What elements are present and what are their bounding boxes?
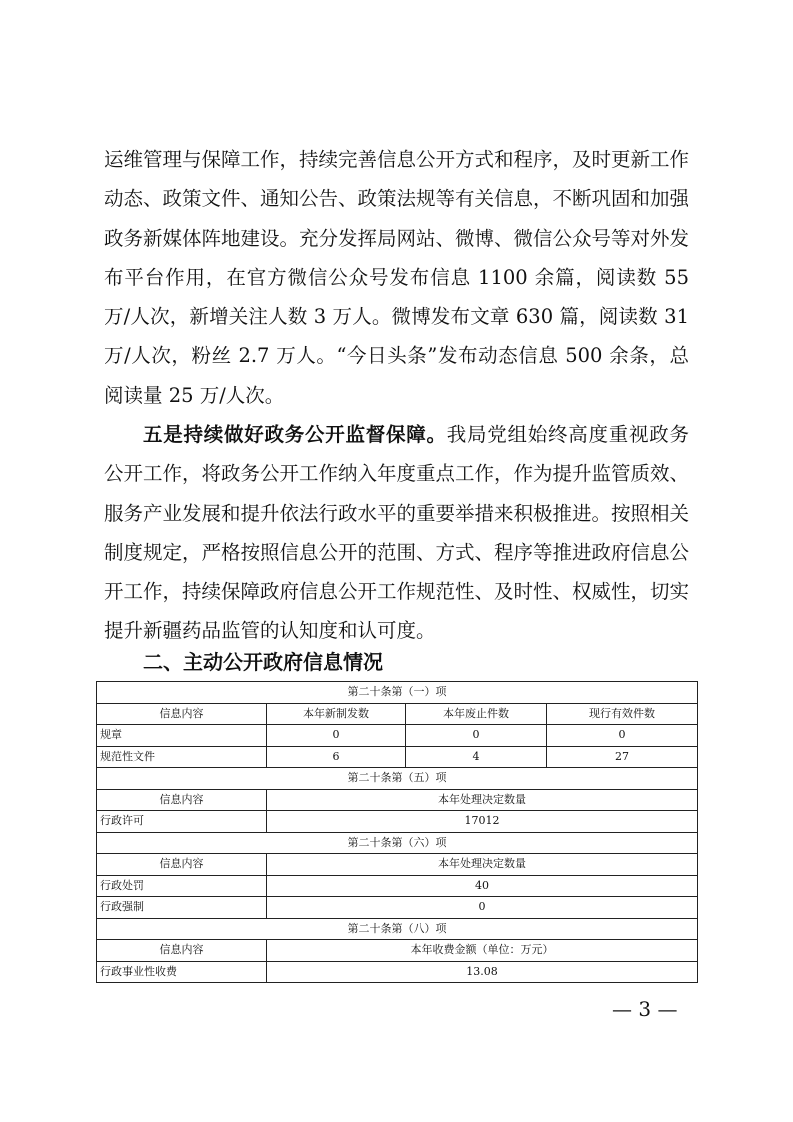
value-cell: 40 [267,875,698,897]
body-paragraph-1: 运维管理与保障工作，持续完善信息公开方式和程序，及时更新工作动态、政策文件、通知公告、政策法规等有关信息，不断巩固和加强政务新媒体阵地建设。充分发挥局网站、微博、微信公众号等对外发布平台作用，在官方微信公众号发布信息 1100 余篇，阅读数 55 万/人次，新增关注人数 3 万人。微博发布文章 630 篇，阅读数 31 万/人次，粉丝 2.7 万人。“今日头条”发布动态信息 500 余条，总阅读量 25 万/人次。 [104,148,690,407]
row-label-cell: 行政事业性收费 [97,961,267,983]
value-cell: 0 [406,725,547,747]
section-title-cell: 第二十条第（六）项 [97,832,698,854]
section-title-cell: 第二十条第（五）项 [97,768,698,790]
table-header-row [97,703,698,725]
table-header-row [97,940,698,962]
paragraph-body-text: 我局党组始终高度重视政务公开工作，将政务公开工作纳入年度重点工作，作为提升监管质效、服务产业发展和提升依法行政水平的重要举措来积极推进。按照相关制度规定，严格按照信息公开的范围、方式、程序等推进政府信息公开工作，持续保障政府信息公开工作规范性、及时性、权威性，切实提升新疆药品监管的认知度和认可度。 [104,423,690,643]
header-cell: 信息内容 [97,940,267,962]
table-row [97,811,698,833]
body-paragraph-2 [104,415,689,651]
table-row [97,875,698,897]
table-row [97,961,698,983]
table-row [97,746,698,768]
header-cell: 信息内容 [97,703,267,725]
page-number: — 3 — [612,997,678,1021]
value-cell: 4 [406,746,547,768]
table-section-title-row [97,918,698,940]
header-cell: 本年处理决定数量 [267,854,698,876]
table-header-row [97,789,698,811]
table-header-row [97,854,698,876]
table-section-title-row [97,832,698,854]
row-label-cell: 规章 [97,725,267,747]
value-cell: 27 [547,746,698,768]
value-cell: 0 [267,897,698,919]
table-section-title-row [97,682,698,704]
row-label-cell: 行政处罚 [97,875,267,897]
info-disclosure-table [96,681,698,983]
row-label-cell: 规范性文件 [97,746,267,768]
section-title-cell: 第二十条第（一）项 [97,682,698,704]
header-cell: 本年废止件数 [406,703,547,725]
header-cell: 本年新制发数 [267,703,406,725]
value-cell: 17012 [267,811,698,833]
value-cell: 6 [267,746,406,768]
table-row [97,897,698,919]
header-cell: 本年处理决定数量 [267,789,698,811]
value-cell: 0 [267,725,406,747]
header-cell: 信息内容 [97,854,267,876]
table-section-title-row [97,768,698,790]
row-label-cell: 行政强制 [97,897,267,919]
header-cell: 信息内容 [97,789,267,811]
section-heading: 二、主动公开政府信息情况 [143,650,383,674]
paragraph-lead-heading: 五是持续做好政务公开监督保障。 [143,423,447,446]
value-cell: 0 [547,725,698,747]
value-cell: 13.08 [267,961,698,983]
table-row [97,725,698,747]
row-label-cell: 行政许可 [97,811,267,833]
header-cell: 现行有效件数 [547,703,698,725]
header-cell: 本年收费金额（单位：万元） [267,940,698,962]
section-title-cell: 第二十条第（八）项 [97,918,698,940]
